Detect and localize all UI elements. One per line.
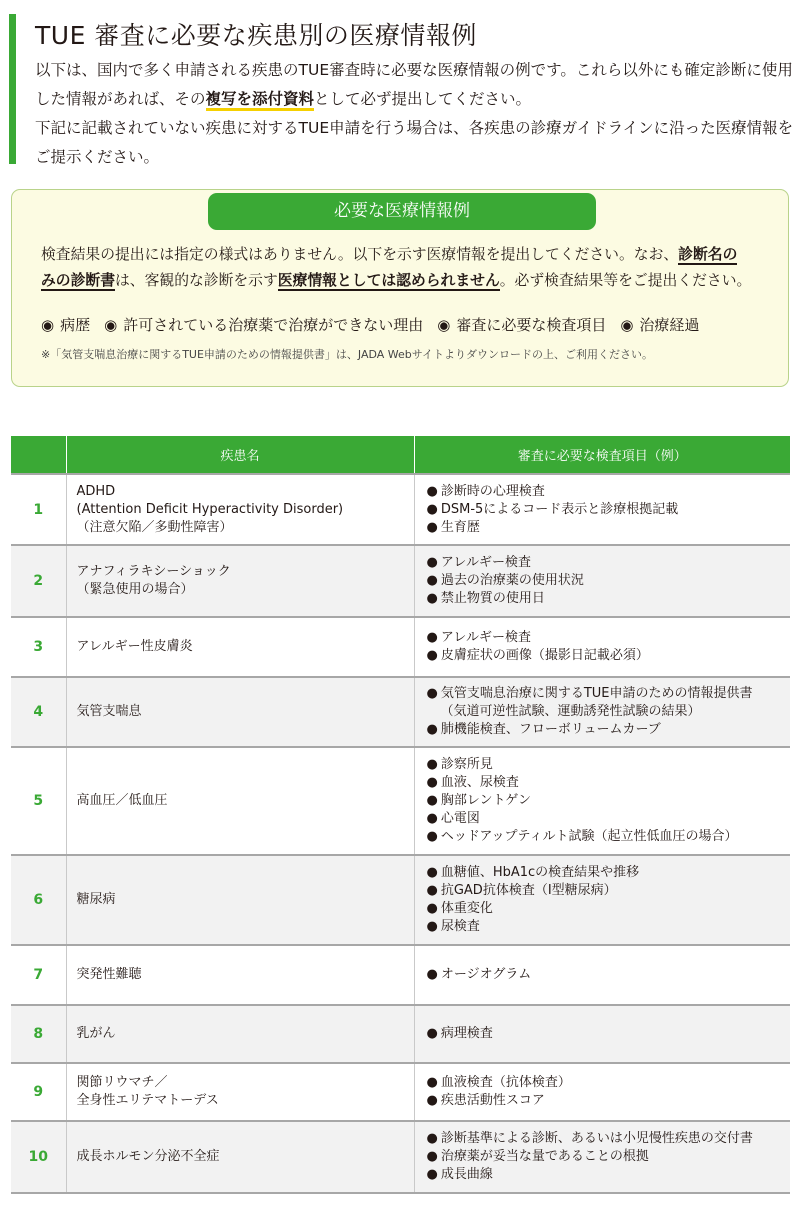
exam-item xyxy=(427,483,781,501)
intro-paragraph-1 xyxy=(35,56,795,114)
exam-item xyxy=(427,882,781,900)
bullet-dot-icon: ● xyxy=(426,591,438,606)
disease-name xyxy=(66,1063,414,1121)
bullet-dot-icon: ● xyxy=(426,1131,438,1146)
exam-item xyxy=(427,519,781,537)
bullet-dot-icon: ● xyxy=(426,501,438,517)
disease-name xyxy=(66,1121,414,1193)
exam-items xyxy=(414,617,790,677)
accent-bar xyxy=(9,14,16,164)
bullet-dot-icon: ● xyxy=(426,811,438,826)
exam-item-text: アレルギー検査 xyxy=(440,555,531,570)
row-number: 3 xyxy=(11,617,66,677)
table-row xyxy=(11,945,790,1005)
exam-item xyxy=(427,810,781,828)
bullet-dot-icon: ● xyxy=(426,775,438,790)
exam-item xyxy=(427,918,781,936)
exam-item xyxy=(427,966,781,984)
header-number xyxy=(11,436,66,474)
exam-item xyxy=(427,554,781,572)
exam-items xyxy=(414,1063,790,1121)
bullet-dot-icon: ● xyxy=(426,829,438,844)
exam-item xyxy=(427,864,781,882)
exam-item xyxy=(427,792,781,810)
bullet-dot-icon: ● xyxy=(426,519,438,535)
exam-item xyxy=(427,721,781,739)
exam-item xyxy=(427,1025,781,1043)
disease-name-line: アレルギー性皮膚炎 xyxy=(76,639,193,654)
info-bullet-list xyxy=(41,314,781,335)
disease-name-line: 糖尿病 xyxy=(76,892,116,907)
exam-item xyxy=(427,501,781,519)
exam-item-text: 成長曲線 xyxy=(440,1167,493,1182)
bullet-dot-icon: ● xyxy=(426,573,438,588)
intro-text: 以下は、国内で多く申請される疾患のTUE審査時に必要な医療情報の例です。これら以外にも確定診断に使用した情報があれば、その xyxy=(35,61,793,108)
exam-item-text: 血液、尿検査 xyxy=(440,775,519,790)
exam-items xyxy=(414,545,790,617)
exam-item xyxy=(427,774,781,792)
exam-item-text: 肺機能検査、フローボリュームカーブ xyxy=(440,722,661,737)
disease-name-line: 乳がん xyxy=(76,1026,116,1041)
exam-items xyxy=(414,1005,790,1063)
row-number: 7 xyxy=(11,945,66,1005)
disease-name-line: 全身性エリテマトーデス xyxy=(76,1093,219,1108)
disease-name-line: （緊急使用の場合） xyxy=(76,582,194,597)
exam-item-text: 体重変化 xyxy=(440,901,493,916)
disease-name-line: (Attention Deficit Hyperactivity Disorder) xyxy=(76,501,344,517)
page-title: TUE 審査に必要な疾患別の医療情報例 xyxy=(35,21,477,50)
disease-name xyxy=(66,545,414,617)
info-bullet-label: 許可されている治療薬で治療ができない理由 xyxy=(123,316,424,334)
info-note: ※「気管支喘息治療に関するTUE申請のための情報提供書」は、JADA Webサイトよりダウンロードの上、ご利用ください。 xyxy=(41,348,654,361)
table-header-row xyxy=(11,436,790,474)
table-row xyxy=(11,617,790,677)
exam-item-text: オージオグラム xyxy=(440,967,532,982)
disease-name xyxy=(66,677,414,747)
bullet-dot-icon: ● xyxy=(426,555,438,570)
intro-section xyxy=(9,14,794,164)
exam-item-text: 尿検査 xyxy=(440,919,480,934)
exam-item-text: 血液検査（抗体検査） xyxy=(440,1075,571,1090)
info-box-heading: 必要な医療情報例 xyxy=(208,193,596,230)
exam-item xyxy=(427,1092,781,1110)
exam-item-text: 生育歴 xyxy=(440,519,480,535)
exam-item-text: 疾患活動性スコア xyxy=(440,1093,545,1108)
exam-item-text: 過去の治療薬の使用状況 xyxy=(440,573,584,588)
exam-item-text: 血糖値、HbA1cの検査結果や推移 xyxy=(440,865,640,880)
table-row xyxy=(11,474,790,545)
disease-name xyxy=(66,474,414,545)
bullet-dot-icon: ● xyxy=(426,883,438,898)
intro-paragraph-2: 下記に記載されていない疾患に対するTUE申請を行う場合は、各疾患の診療ガイドラインに沿った医療情報をご提示ください。 xyxy=(35,119,794,166)
exam-items xyxy=(414,747,790,855)
bullet-dot-icon: ● xyxy=(426,757,438,772)
row-number: 2 xyxy=(11,545,66,617)
disease-name-line: 関節リウマチ／ xyxy=(76,1075,168,1090)
exam-item-text: 診断時の心理検査 xyxy=(440,483,545,499)
exam-item xyxy=(427,590,781,608)
exam-item xyxy=(427,828,781,846)
exam-item xyxy=(427,629,781,647)
info-bullet-label: 治療経過 xyxy=(639,316,700,334)
exam-item-text: 禁止物質の使用日 xyxy=(440,591,545,606)
bold-text: 医療情報としては認められません xyxy=(277,272,500,289)
bullet-dot-icon: ● xyxy=(426,648,438,663)
disease-name-line: （注意欠陥／多動性障害） xyxy=(76,519,233,535)
exam-item-text: 病理検査 xyxy=(440,1026,493,1041)
row-number: 8 xyxy=(11,1005,66,1063)
row-number: 9 xyxy=(11,1063,66,1121)
disease-name-line: 成長ホルモン分泌不全症 xyxy=(76,1149,220,1164)
exam-item xyxy=(427,647,781,665)
info-text: 。必ず検査結果等をご提出ください。 xyxy=(499,272,752,289)
info-bullet-item xyxy=(104,316,423,334)
bullet-circle-icon: ◉ xyxy=(104,316,118,334)
exam-item xyxy=(427,572,781,590)
bullet-dot-icon: ● xyxy=(426,793,438,808)
disease-name-line: 気管支喘息 xyxy=(76,704,142,719)
exam-items xyxy=(414,677,790,747)
bullet-dot-icon: ● xyxy=(426,901,438,916)
disease-table xyxy=(11,436,790,1194)
row-number: 6 xyxy=(11,855,66,945)
header-disease: 疾患名 xyxy=(66,436,414,474)
table-row xyxy=(11,1063,790,1121)
exam-items xyxy=(414,1121,790,1193)
table-row xyxy=(11,747,790,855)
table-row xyxy=(11,677,790,747)
info-bullet-label: 病歴 xyxy=(60,316,91,334)
disease-name xyxy=(66,1005,414,1063)
bullet-dot-icon: ● xyxy=(426,919,438,934)
bullet-circle-icon: ◉ xyxy=(620,316,634,334)
bullet-circle-icon: ◉ xyxy=(437,316,451,334)
exam-item-text: ヘッドアップティルト試験（起立性低血圧の場合） xyxy=(440,829,738,844)
exam-items xyxy=(414,855,790,945)
exam-item xyxy=(427,685,781,721)
bullet-dot-icon: ● xyxy=(426,1149,438,1164)
bullet-dot-icon: ● xyxy=(426,865,438,880)
disease-name xyxy=(66,945,414,1005)
info-bullet-item xyxy=(620,316,699,334)
bullet-dot-icon: ● xyxy=(426,686,438,701)
info-bullet-label: 審査に必要な検査項目 xyxy=(456,316,607,334)
disease-name xyxy=(66,855,414,945)
bullet-dot-icon: ● xyxy=(426,967,438,982)
disease-name-line: アナフィラキシーショック xyxy=(76,564,231,579)
info-text: は、客観的な診断を示す xyxy=(115,272,278,289)
exam-item xyxy=(427,1074,781,1092)
bullet-dot-icon: ● xyxy=(426,1075,438,1090)
bold-text: 診断名の xyxy=(678,246,738,263)
disease-name-line: 突発性難聴 xyxy=(76,967,142,982)
info-text: 検査結果の提出には指定の様式はありません。以下を示す医療情報を提出してください。なお、 xyxy=(41,246,679,263)
exam-item-text: 抗GAD抗体検査（I型糖尿病） xyxy=(440,883,617,898)
row-number: 10 xyxy=(11,1121,66,1193)
exam-item-text: 皮膚症状の画像（撮影日記載必須） xyxy=(440,648,649,663)
table-row xyxy=(11,855,790,945)
exam-item-text: DSM-5によるコード表示と診療根拠記載 xyxy=(440,501,679,517)
bullet-dot-icon: ● xyxy=(426,1026,438,1041)
row-number: 4 xyxy=(11,677,66,747)
disease-name xyxy=(66,747,414,855)
info-bullet-item xyxy=(41,316,90,334)
bold-text: みの診断書 xyxy=(41,272,115,289)
info-box-text xyxy=(41,242,781,294)
bullet-dot-icon: ● xyxy=(426,1167,438,1182)
exam-item-text: 診断基準による診断、あるいは小児慢性疾患の交付書 xyxy=(440,1131,753,1146)
bullet-dot-icon: ● xyxy=(426,630,438,645)
info-box xyxy=(11,189,789,387)
exam-item xyxy=(427,1130,781,1148)
intro-text: として必ず提出してください。 xyxy=(314,90,532,108)
disease-name-line: ADHD xyxy=(76,483,116,499)
bullet-dot-icon: ● xyxy=(426,483,438,499)
disease-name xyxy=(66,617,414,677)
exam-item-text: 胸部レントゲン xyxy=(440,793,531,808)
exam-item xyxy=(427,756,781,774)
exam-item-text: （気道可逆性試験、運動誘発性試験の結果） xyxy=(440,704,701,719)
table-row xyxy=(11,1005,790,1063)
disease-name-line: 高血圧／低血圧 xyxy=(76,793,168,808)
exam-item xyxy=(427,900,781,918)
exam-item xyxy=(427,1148,781,1166)
bullet-circle-icon: ◉ xyxy=(41,316,55,334)
info-bullet-item xyxy=(437,316,606,334)
header-items: 審査に必要な検査項目（例） xyxy=(414,436,790,474)
table-row xyxy=(11,545,790,617)
exam-item-text: アレルギー検査 xyxy=(440,630,531,645)
exam-item-text: 心電図 xyxy=(440,811,480,826)
exam-item-text: 治療薬が妥当な量であることの根拠 xyxy=(440,1149,649,1164)
exam-item xyxy=(427,1166,781,1184)
exam-item-text: 気管支喘息治療に関するTUE申請のための情報提供書 xyxy=(440,686,753,701)
exam-items xyxy=(414,945,790,1005)
row-number: 1 xyxy=(11,474,66,545)
exam-items xyxy=(414,474,790,545)
table-row xyxy=(11,1121,790,1193)
highlighted-text: 複写を添付資料 xyxy=(206,90,315,111)
bullet-dot-icon: ● xyxy=(426,1093,438,1108)
row-number: 5 xyxy=(11,747,66,855)
exam-item-text: 診察所見 xyxy=(440,757,493,772)
bullet-dot-icon: ● xyxy=(426,722,438,737)
